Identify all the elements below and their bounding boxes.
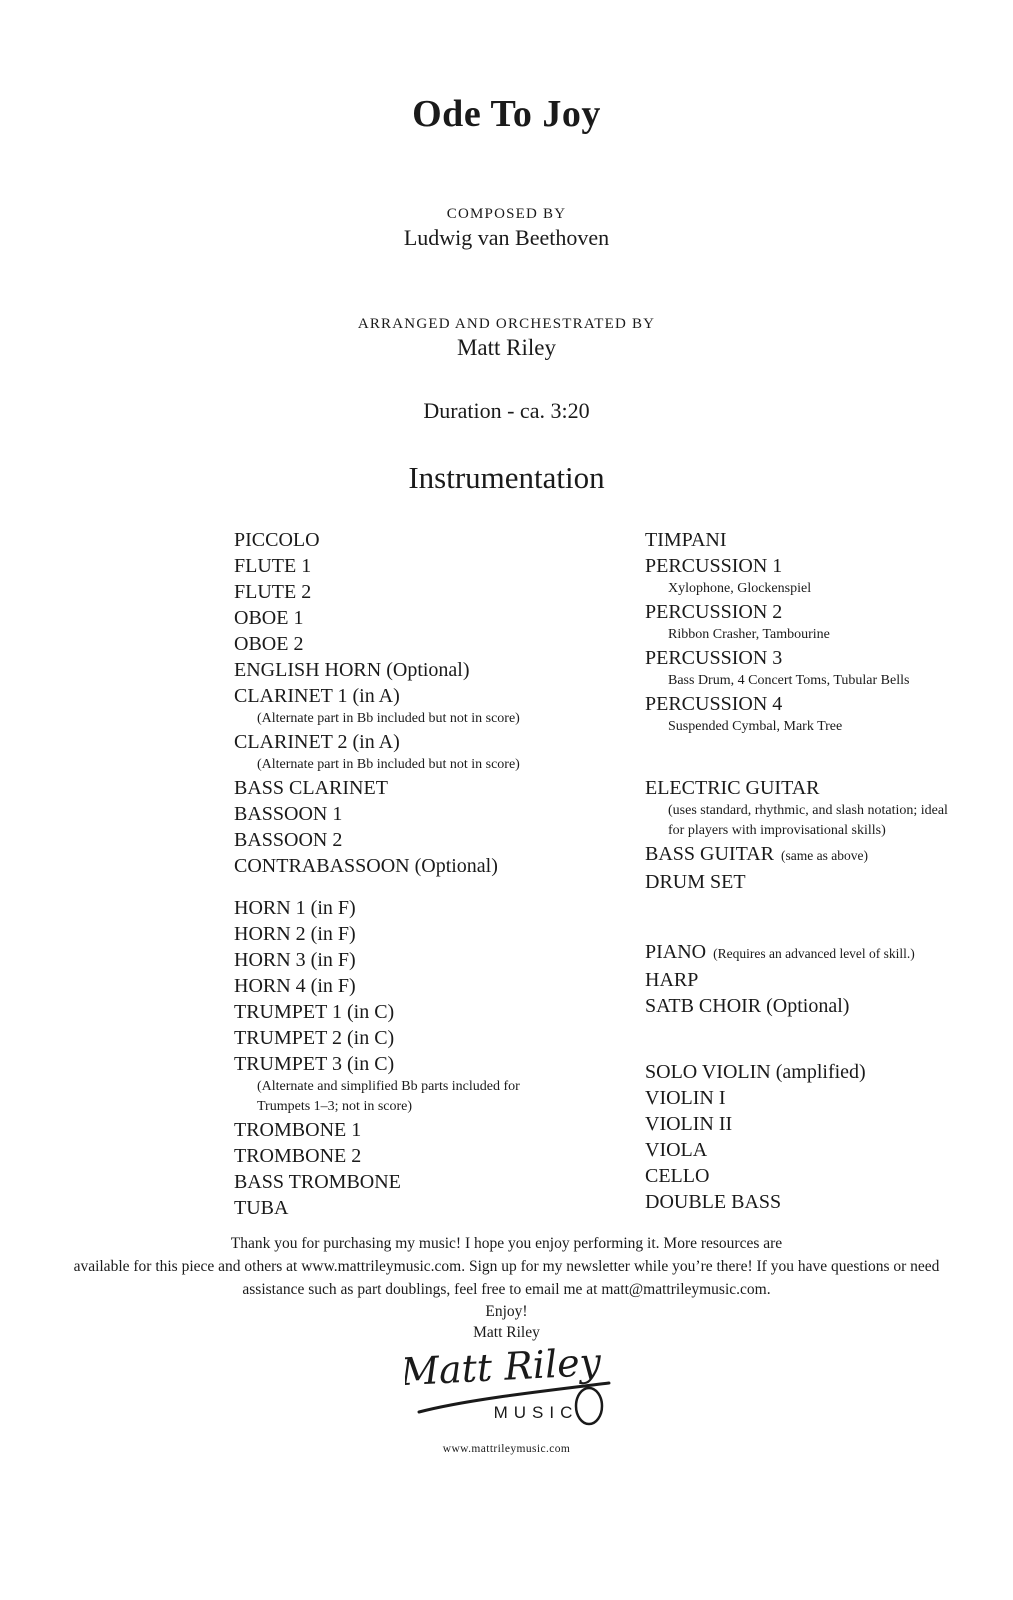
instrument-item: VIOLIN II [645, 1113, 733, 1135]
footer-paragraph-line: assistance such as part doublings, feel free to email me at matt@mattrileymusic.com. [242, 1281, 771, 1298]
instrument-item: TRUMPET 1 (in C) [234, 1001, 395, 1023]
instrument-item: FLUTE 2 [234, 581, 312, 603]
instrument-item: TROMBONE 2 [234, 1145, 362, 1167]
arranged-by-label: ARRANGED AND ORCHESTRATED BY [357, 316, 656, 332]
page-title: Ode To Joy [412, 93, 601, 135]
instrument-item: TIMPANI [645, 529, 727, 551]
logo-wordmark-text: MUSIC [493, 1403, 578, 1422]
instrument-subnote: Bass Drum, 4 Concert Toms, Tubular Bells [668, 673, 910, 688]
composed-by-label: COMPOSED BY [446, 206, 567, 222]
instrument-subnote: (uses standard, rhythmic, and slash notation; ideal [668, 803, 948, 818]
instrument-item: BASS CLARINET [234, 777, 388, 799]
instrument-item: DRUM SET [645, 871, 746, 893]
instrument-item: HORN 1 (in F) [234, 897, 356, 919]
instrument-item: DOUBLE BASS [645, 1191, 782, 1213]
instrument-item: TUBA [234, 1197, 289, 1219]
instrument-item: SATB CHOIR (Optional) [645, 995, 850, 1017]
footer-paragraph-line: Thank you for purchasing my music! I hope you enjoy performing it. More resources are [230, 1235, 783, 1252]
instrument-item: CELLO [645, 1165, 710, 1187]
instrument-item: SOLO VIOLIN (amplified) [645, 1061, 866, 1083]
instrument-item: ELECTRIC GUITAR [645, 777, 820, 799]
instrument-item: HORN 4 (in F) [234, 975, 356, 997]
instrumentation-right-column [645, 527, 1005, 1215]
instrument-inline-note: (same as above) [780, 848, 868, 863]
instrument-item: BASS TROMBONE [234, 1171, 401, 1193]
logo-signature-text: Matt Riley [404, 1339, 602, 1395]
instrument-subnote: Ribbon Crasher, Tambourine [668, 627, 830, 642]
matt-riley-music-logo [405, 1336, 621, 1437]
instrument-item: TRUMPET 2 (in C) [234, 1027, 395, 1049]
instrument-item: CLARINET 1 (in A) [234, 685, 400, 707]
instrument-item: PERCUSSION 3 [645, 647, 783, 669]
instrument-item: HARP [645, 969, 699, 991]
instrument-subnote: (Alternate part in Bb included but not in score) [257, 757, 520, 772]
instrument-item: VIOLIN I [645, 1087, 726, 1109]
instrument-item: VIOLA [645, 1139, 708, 1161]
instrument-item: HORN 2 (in F) [234, 923, 356, 945]
signoff-name: Matt Riley [473, 1324, 540, 1341]
instrument-subnote: (Alternate part in Bb included but not in score) [257, 711, 520, 726]
instrument-name: PIANO [645, 941, 707, 963]
instrument-item: BASSOON 2 [234, 829, 343, 851]
thank-you-note [0, 1232, 1013, 1343]
instrument-item [645, 841, 1005, 869]
instrument-item: TRUMPET 3 (in C) [234, 1053, 395, 1075]
instrument-item: PICCOLO [234, 529, 320, 551]
instrument-subnote: Trumpets 1–3; not in score) [257, 1099, 413, 1114]
instrument-item: OBOE 1 [234, 607, 304, 629]
signature-loop [576, 1388, 602, 1424]
arranger-name: Matt Riley [456, 335, 557, 360]
instrument-item: CONTRABASSOON (Optional) [234, 855, 498, 877]
instrument-item: TROMBONE 1 [234, 1119, 362, 1141]
footer-paragraph-line: available for this piece and others at www.mattrileymusic.com. Sign up for my newsletter while you’re there! If you have questions or need [73, 1258, 940, 1275]
instrument-item: HORN 3 (in F) [234, 949, 356, 971]
instrument-inline-note: (Requires an advanced level of skill.) [713, 946, 915, 961]
instrument-item: CLARINET 2 (in A) [234, 731, 400, 753]
duration-text: Duration - ca. 3:20 [423, 398, 590, 423]
instrument-item: PERCUSSION 4 [645, 693, 783, 715]
instrument-item [645, 939, 1005, 967]
instrument-item: FLUTE 1 [234, 555, 312, 577]
instrument-subnote: Suspended Cymbal, Mark Tree [668, 719, 843, 734]
instrument-name: BASS GUITAR [645, 843, 774, 865]
instrument-item: BASSOON 1 [234, 803, 343, 825]
instrumentation-heading: Instrumentation [408, 460, 605, 495]
site-url: www.mattrileymusic.com [442, 1443, 571, 1455]
instrument-subnote: (Alternate and simplified Bb parts included for [257, 1079, 520, 1094]
instrument-item: PERCUSSION 1 [645, 555, 783, 577]
instrument-subnote: Xylophone, Glockenspiel [668, 581, 812, 596]
composer-name: Ludwig van Beethoven [403, 225, 610, 250]
instrument-item: PERCUSSION 2 [645, 601, 783, 623]
instrument-item: ENGLISH HORN (Optional) [234, 659, 470, 681]
enjoy-text: Enjoy! [485, 1303, 528, 1320]
instrumentation-left-column [234, 527, 614, 1221]
instrument-subnote: for players with improvisational skills) [668, 823, 886, 838]
instrument-item: OBOE 2 [234, 633, 304, 655]
